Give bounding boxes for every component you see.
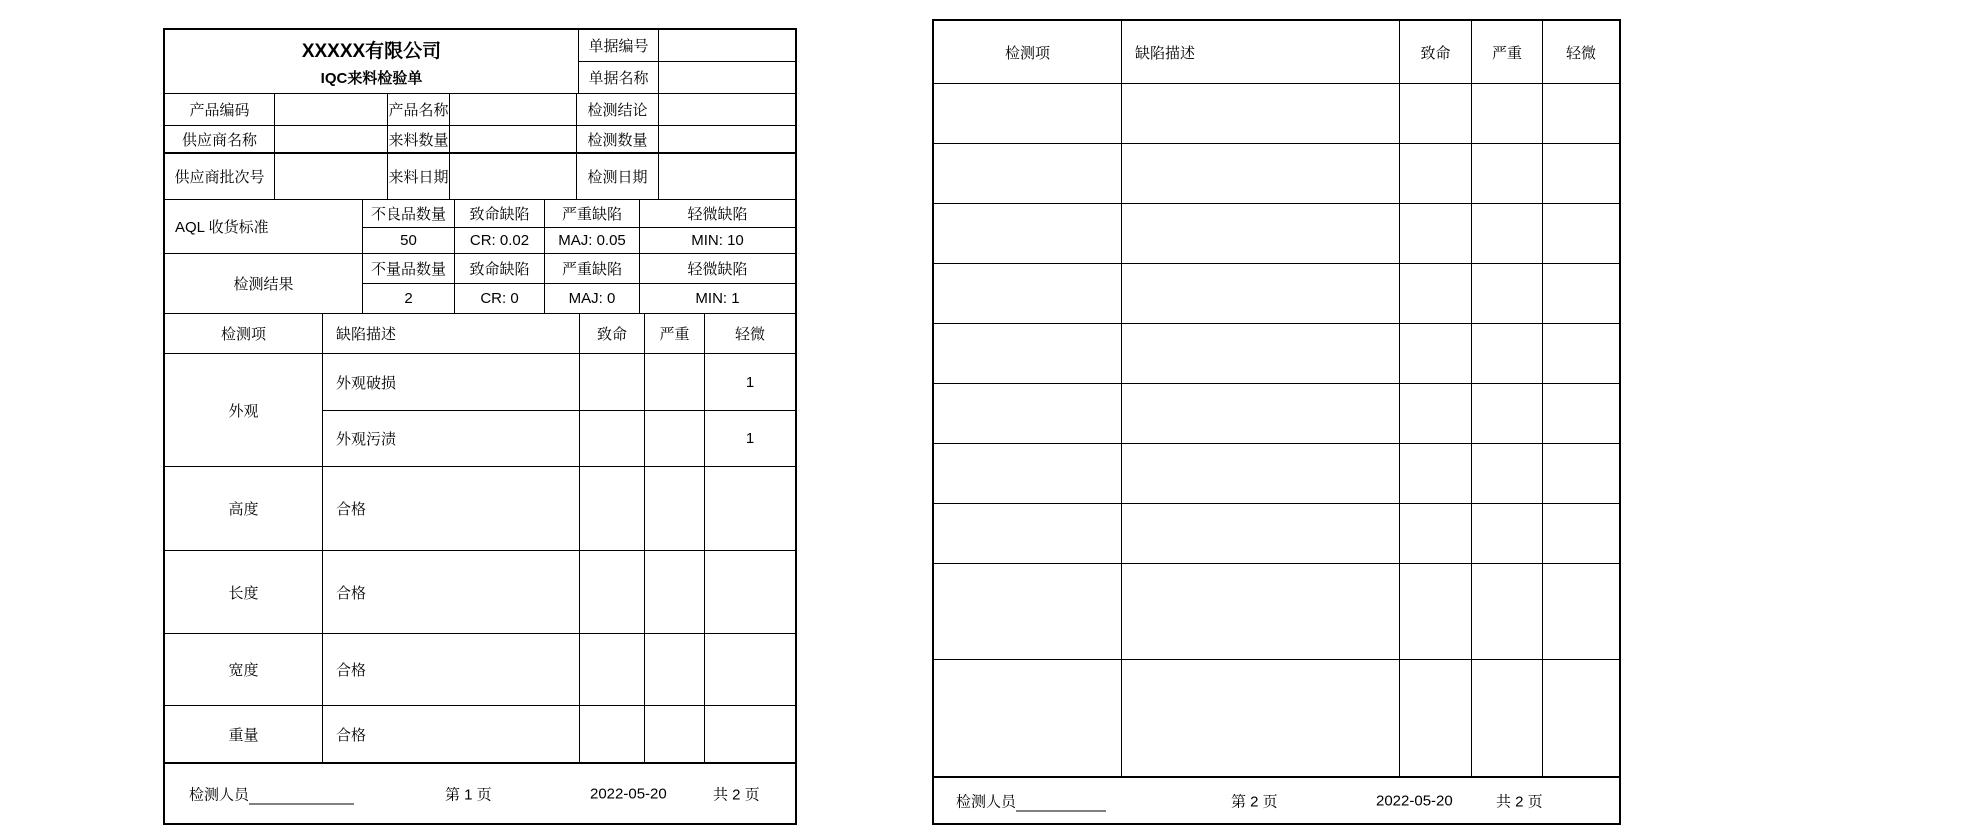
item-cell[interactable] [934, 660, 1122, 776]
aql-major-value: MAJ: 0.05 [545, 228, 640, 254]
major-value [645, 467, 705, 551]
minor-value [705, 467, 795, 551]
aql-defect-count-value: 50 [363, 228, 455, 254]
empty-detail-row [934, 564, 1619, 660]
critical-value [580, 634, 645, 706]
major-value [645, 551, 705, 634]
desc-cell[interactable] [1122, 144, 1400, 204]
item-height: 高度 [165, 467, 323, 551]
empty-detail-row [934, 384, 1619, 444]
minor-value [705, 551, 795, 634]
inspector-label-text: 检测人员 [956, 793, 1017, 810]
item-cell[interactable] [934, 564, 1122, 660]
aql-section-label: AQL 收货标准 [165, 200, 363, 254]
defect-desc: 合格 [323, 467, 580, 551]
minor-value: 1 [705, 354, 795, 411]
critical-cell[interactable] [1400, 84, 1472, 144]
result-minor-header: 轻微缺陷 [640, 254, 795, 284]
title-block [165, 30, 795, 94]
title-cell [165, 30, 579, 94]
header-critical: 致命 [580, 314, 645, 354]
critical-value [580, 354, 645, 411]
inspect-conclusion-label: 检测结论 [577, 94, 659, 126]
major-value [645, 634, 705, 706]
incoming-date-label: 来料日期 [388, 154, 450, 200]
item-cell[interactable] [934, 84, 1122, 144]
doc-name-row [579, 62, 795, 94]
doc-name-value[interactable] [659, 62, 795, 94]
total-pages: 共 2 页 [713, 786, 760, 803]
major-cell[interactable] [1472, 564, 1543, 660]
desc-cell[interactable] [1122, 384, 1400, 444]
detail-table-header [934, 21, 1619, 84]
result-critical-header: 致命缺陷 [455, 254, 545, 284]
desc-cell[interactable] [1122, 204, 1400, 264]
aql-major-header: 严重缺陷 [545, 200, 640, 228]
desc-cell[interactable] [1122, 660, 1400, 776]
product-code-value[interactable] [275, 94, 388, 126]
result-section-label: 检测结果 [165, 254, 363, 314]
item-cell[interactable] [934, 204, 1122, 264]
empty-detail-row [934, 324, 1619, 384]
major-value [645, 354, 705, 411]
detail-row-weight [165, 706, 795, 762]
doc-name-label: 单据名称 [579, 62, 659, 94]
minor-cell[interactable] [1543, 264, 1619, 324]
page2-footer [934, 776, 1619, 823]
major-value [645, 411, 705, 467]
detail-row-appearance-stain [323, 411, 795, 467]
minor-value: 1 [705, 411, 795, 467]
empty-detail-row [934, 264, 1619, 324]
result-defect-count-value: 2 [363, 284, 455, 314]
header-defect-desc: 缺陷描述 [1122, 21, 1400, 84]
incoming-qty-label: 来料数量 [388, 126, 450, 154]
inspector-label-text: 检测人员 [189, 786, 250, 803]
page-number: 第 2 页 [1231, 793, 1278, 810]
desc-cell[interactable] [1122, 324, 1400, 384]
supplier-name-label: 供应商名称 [165, 126, 275, 154]
critical-cell[interactable] [1400, 504, 1472, 564]
detail-row-height [165, 467, 795, 551]
product-code-label: 产品编码 [165, 94, 275, 126]
item-width: 宽度 [165, 634, 323, 706]
inspect-date-label: 检测日期 [577, 154, 659, 200]
result-critical-value: CR: 0 [455, 284, 545, 314]
empty-detail-row [934, 444, 1619, 504]
critical-cell[interactable] [1400, 660, 1472, 776]
inspect-qty-value[interactable] [659, 126, 795, 154]
aql-grid [363, 200, 795, 254]
supplier-batch-value[interactable] [275, 154, 388, 200]
minor-cell[interactable] [1543, 384, 1619, 444]
defect-desc: 合格 [323, 634, 580, 706]
defect-desc: 外观污渍 [323, 411, 580, 467]
inspector-signature-line[interactable] [249, 790, 354, 804]
item-appearance: 外观 [165, 354, 323, 467]
item-length: 长度 [165, 551, 323, 634]
critical-value [580, 551, 645, 634]
header-defect-desc: 缺陷描述 [323, 314, 580, 354]
inspector-label [956, 790, 1106, 811]
form-page-1 [163, 28, 797, 825]
result-grid [363, 254, 795, 314]
result-defect-count-header: 不量品数量 [363, 254, 455, 284]
defect-desc: 合格 [323, 551, 580, 634]
major-cell[interactable] [1472, 84, 1543, 144]
critical-cell[interactable] [1400, 444, 1472, 504]
inspector-label [189, 783, 354, 804]
header-critical: 致命 [1400, 21, 1472, 84]
critical-cell[interactable] [1400, 324, 1472, 384]
supplier-batch-label: 供应商批次号 [165, 154, 275, 200]
minor-cell[interactable] [1543, 660, 1619, 776]
header-major: 严重 [1472, 21, 1543, 84]
critical-value [580, 706, 645, 762]
critical-cell[interactable] [1400, 204, 1472, 264]
inspect-qty-label: 检测数量 [577, 126, 659, 154]
inspect-conclusion-value[interactable] [659, 94, 795, 126]
header-inspect-item: 检测项 [934, 21, 1122, 84]
aql-critical-header: 致命缺陷 [455, 200, 545, 228]
minor-cell[interactable] [1543, 444, 1619, 504]
footer-date: 2022-05-20 [1376, 792, 1453, 809]
header-major: 严重 [645, 314, 705, 354]
form-page-2 [932, 19, 1621, 825]
doc-no-row [579, 30, 795, 62]
item-weight: 重量 [165, 706, 323, 762]
product-name-value[interactable] [450, 94, 577, 126]
inspector-signature-line[interactable] [1016, 797, 1106, 811]
item-cell[interactable] [934, 444, 1122, 504]
critical-value [580, 411, 645, 467]
desc-cell[interactable] [1122, 504, 1400, 564]
defect-desc: 合格 [323, 706, 580, 762]
aql-minor-value: MIN: 10 [640, 228, 795, 254]
item-cell[interactable] [934, 144, 1122, 204]
form-title: IQC来料检验单 [320, 69, 423, 87]
supplier-name-value[interactable] [275, 126, 388, 154]
aql-minor-header: 轻微缺陷 [640, 200, 795, 228]
total-pages: 共 2 页 [1496, 793, 1543, 810]
empty-detail-row [934, 84, 1619, 144]
incoming-date-value[interactable] [450, 154, 577, 200]
result-major-header: 严重缺陷 [545, 254, 640, 284]
company-name: XXXXX有限公司 [301, 40, 442, 62]
info-row-product [165, 94, 795, 126]
aql-section [165, 200, 795, 254]
major-cell[interactable] [1472, 324, 1543, 384]
detail-row-appearance-damage [323, 354, 795, 411]
critical-value [580, 467, 645, 551]
minor-cell[interactable] [1543, 84, 1619, 144]
doc-no-value[interactable] [659, 30, 795, 62]
header-inspect-item: 检测项 [165, 314, 323, 354]
desc-cell[interactable] [1122, 564, 1400, 660]
footer-date: 2022-05-20 [590, 785, 667, 802]
major-cell[interactable] [1472, 504, 1543, 564]
aql-critical-value: CR: 0.02 [455, 228, 545, 254]
inspect-date-value[interactable] [659, 154, 795, 200]
minor-value [705, 706, 795, 762]
detail-group-appearance [165, 354, 795, 467]
minor-value [705, 634, 795, 706]
empty-detail-row [934, 144, 1619, 204]
result-minor-value: MIN: 1 [640, 284, 795, 314]
desc-cell[interactable] [1122, 444, 1400, 504]
empty-detail-row [934, 204, 1619, 264]
minor-cell[interactable] [1543, 504, 1619, 564]
major-cell[interactable] [1472, 444, 1543, 504]
doc-no-label: 单据编号 [579, 30, 659, 62]
item-cell[interactable] [934, 504, 1122, 564]
major-cell[interactable] [1472, 660, 1543, 776]
minor-cell[interactable] [1543, 144, 1619, 204]
product-name-label: 产品名称 [388, 94, 450, 126]
header-minor: 轻微 [1543, 21, 1619, 84]
info-row-supplier [165, 126, 795, 154]
empty-detail-row [934, 504, 1619, 564]
header-minor: 轻微 [705, 314, 795, 354]
critical-cell[interactable] [1400, 144, 1472, 204]
major-cell[interactable] [1472, 384, 1543, 444]
page-number: 第 1 页 [445, 786, 492, 803]
minor-cell[interactable] [1543, 564, 1619, 660]
major-cell[interactable] [1472, 204, 1543, 264]
item-cell[interactable] [934, 384, 1122, 444]
minor-cell[interactable] [1543, 324, 1619, 384]
defect-desc: 外观破损 [323, 354, 580, 411]
detail-table-header [165, 314, 795, 354]
empty-detail-row [934, 660, 1619, 776]
desc-cell[interactable] [1122, 84, 1400, 144]
major-cell[interactable] [1472, 264, 1543, 324]
result-major-value: MAJ: 0 [545, 284, 640, 314]
detail-row-length [165, 551, 795, 634]
item-cell[interactable] [934, 264, 1122, 324]
desc-cell[interactable] [1122, 264, 1400, 324]
page1-footer [165, 762, 795, 823]
incoming-qty-value[interactable] [450, 126, 577, 154]
detail-row-width [165, 634, 795, 706]
minor-cell[interactable] [1543, 204, 1619, 264]
aql-defect-count-header: 不良品数量 [363, 200, 455, 228]
info-row-batch [165, 154, 795, 200]
major-value [645, 706, 705, 762]
doc-fields-block [579, 30, 795, 94]
item-cell[interactable] [934, 324, 1122, 384]
critical-cell[interactable] [1400, 384, 1472, 444]
result-section [165, 254, 795, 314]
major-cell[interactable] [1472, 144, 1543, 204]
critical-cell[interactable] [1400, 564, 1472, 660]
critical-cell[interactable] [1400, 264, 1472, 324]
